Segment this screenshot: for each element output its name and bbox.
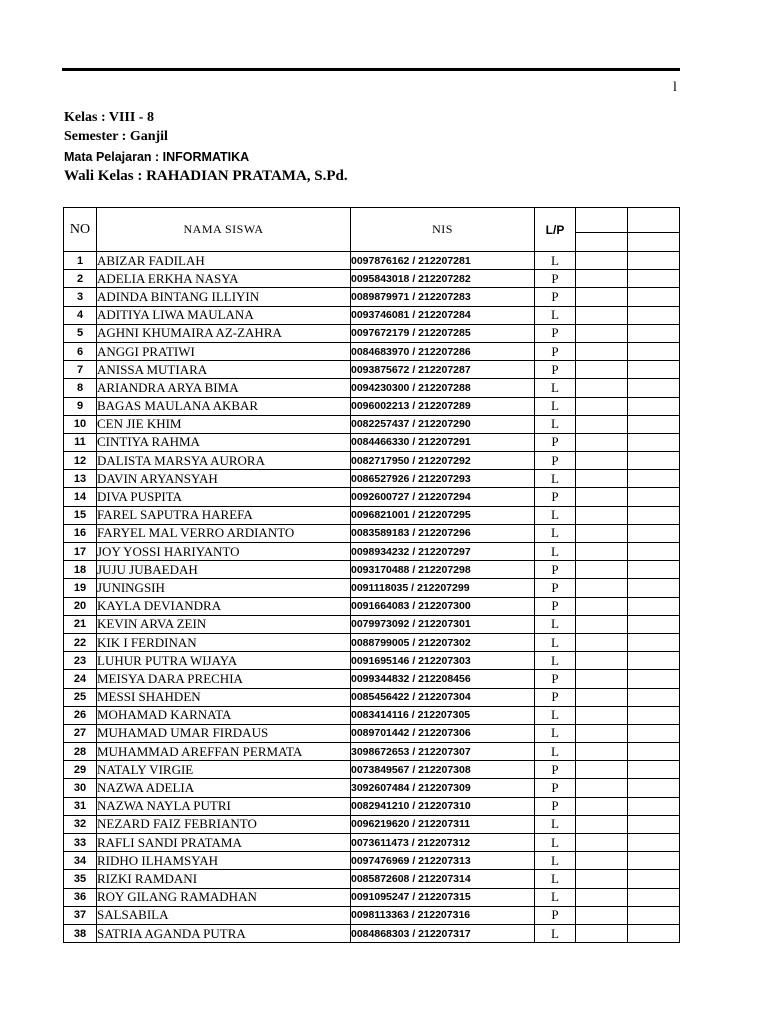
cell-empty (628, 761, 680, 779)
cell-no: 16 (64, 524, 97, 542)
cell-no: 2 (64, 270, 97, 288)
cell-empty (628, 543, 680, 561)
cell-lp: L (535, 506, 576, 524)
column-header-no: NO (64, 208, 97, 252)
table-row (64, 342, 680, 360)
cell-lp: P (535, 579, 576, 597)
cell-no: 21 (64, 615, 97, 633)
cell-empty (576, 470, 628, 488)
cell-nis: 0095843018 / 212207282 (351, 270, 535, 288)
cell-empty (628, 324, 680, 342)
cell-nis: 0098934232 / 212207297 (351, 543, 535, 561)
cell-nama: KAYLA DEVIANDRA (97, 597, 351, 615)
cell-empty (576, 834, 628, 852)
cell-empty (628, 834, 680, 852)
cell-nis: 0073849567 / 212207308 (351, 761, 535, 779)
cell-nama: JOY YOSSI HARIYANTO (97, 543, 351, 561)
wali-kelas (64, 168, 348, 185)
cell-empty (628, 397, 680, 415)
cell-lp: L (535, 397, 576, 415)
cell-lp: L (535, 306, 576, 324)
cell-empty (576, 543, 628, 561)
cell-nis: 0089879971 / 212207283 (351, 288, 535, 306)
table-row (64, 415, 680, 433)
cell-lp: L (535, 834, 576, 852)
corner-mark: l (673, 80, 677, 95)
cell-nis: 0091118035 / 212207299 (351, 579, 535, 597)
cell-empty (576, 688, 628, 706)
cell-nama: MESSI SHAHDEN (97, 688, 351, 706)
cell-empty (628, 342, 680, 360)
cell-nis: 0093875672 / 212207287 (351, 361, 535, 379)
table-row (64, 488, 680, 506)
cell-nama: ADITIYA LIWA MAULANA (97, 306, 351, 324)
cell-empty (628, 743, 680, 761)
cell-empty (576, 924, 628, 942)
cell-empty (576, 852, 628, 870)
student-table (63, 207, 680, 943)
cell-nis: 0086527926 / 212207293 (351, 470, 535, 488)
table-row (64, 288, 680, 306)
cell-empty (628, 452, 680, 470)
cell-nama: FARYEL MAL VERRO ARDIANTO (97, 524, 351, 542)
cell-empty (576, 561, 628, 579)
cell-nis: 0084466330 / 212207291 (351, 433, 535, 451)
cell-no: 23 (64, 652, 97, 670)
table-row (64, 361, 680, 379)
cell-empty (576, 706, 628, 724)
cell-empty (628, 633, 680, 651)
cell-nama: ARIANDRA ARYA BIMA (97, 379, 351, 397)
cell-no: 32 (64, 815, 97, 833)
cell-lp: L (535, 524, 576, 542)
cell-empty (628, 288, 680, 306)
cell-empty (576, 506, 628, 524)
cell-no: 6 (64, 342, 97, 360)
table-row (64, 779, 680, 797)
column-header-empty-2 (628, 208, 680, 252)
table-row (64, 870, 680, 888)
table-row (64, 743, 680, 761)
cell-nis: 0091095247 / 212207315 (351, 888, 535, 906)
cell-nama: AGHNI KHUMAIRA AZ-ZAHRA (97, 324, 351, 342)
cell-no: 34 (64, 852, 97, 870)
cell-nama: JUNINGSIH (97, 579, 351, 597)
cell-no: 30 (64, 779, 97, 797)
table-row (64, 834, 680, 852)
cell-nama: NAZWA ADELIA (97, 779, 351, 797)
cell-empty (576, 452, 628, 470)
table-row (64, 524, 680, 542)
column-header-nama: NAMA SISWA (97, 208, 351, 252)
cell-nis: 3092607484 / 212207309 (351, 779, 535, 797)
cell-lp: L (535, 415, 576, 433)
cell-nama: BAGAS MAULANA AKBAR (97, 397, 351, 415)
cell-nama: ADELIA ERKHA NASYA (97, 270, 351, 288)
cell-empty (576, 288, 628, 306)
cell-empty (576, 270, 628, 288)
table-row (64, 615, 680, 633)
cell-nama: MUHAMMAD AREFFAN PERMATA (97, 743, 351, 761)
table-row (64, 906, 680, 924)
cell-lp: P (535, 761, 576, 779)
cell-empty (628, 415, 680, 433)
cell-empty (628, 561, 680, 579)
table-row (64, 433, 680, 451)
cell-nama: ANISSA MUTIARA (97, 361, 351, 379)
cell-empty (576, 397, 628, 415)
cell-nis: 0085456422 / 212207304 (351, 688, 535, 706)
cell-no: 28 (64, 743, 97, 761)
cell-empty (628, 524, 680, 542)
table-row (64, 761, 680, 779)
cell-nama: RIDHO ILHAMSYAH (97, 852, 351, 870)
cell-nama: LUHUR PUTRA WIJAYA (97, 652, 351, 670)
cell-empty (628, 870, 680, 888)
cell-empty (628, 379, 680, 397)
cell-no: 31 (64, 797, 97, 815)
cell-empty (576, 670, 628, 688)
cell-nama: ANGGI PRATIWI (97, 342, 351, 360)
cell-no: 18 (64, 561, 97, 579)
cell-empty (576, 488, 628, 506)
cell-nis: 0093170488 / 212207298 (351, 561, 535, 579)
cell-nama: ROY GILANG RAMADHAN (97, 888, 351, 906)
cell-empty (576, 324, 628, 342)
cell-nama: NAZWA NAYLA PUTRI (97, 797, 351, 815)
cell-nis: 0082941210 / 212207310 (351, 797, 535, 815)
cell-nis: 0084683970 / 212207286 (351, 342, 535, 360)
cell-lp: L (535, 379, 576, 397)
table-row (64, 652, 680, 670)
cell-lp: L (535, 633, 576, 651)
cell-no: 5 (64, 324, 97, 342)
cell-lp: L (535, 652, 576, 670)
cell-lp: P (535, 270, 576, 288)
cell-nama: JUJU JUBAEDAH (97, 561, 351, 579)
cell-no: 13 (64, 470, 97, 488)
cell-nis: 0094230300 / 212207288 (351, 379, 535, 397)
table-row (64, 543, 680, 561)
cell-empty (576, 379, 628, 397)
cell-lp: P (535, 597, 576, 615)
cell-nis: 0092600727 / 212207294 (351, 488, 535, 506)
cell-empty (628, 852, 680, 870)
cell-nama: KEVIN ARVA ZEIN (97, 615, 351, 633)
table-row (64, 924, 680, 942)
table-row (64, 688, 680, 706)
cell-no: 8 (64, 379, 97, 397)
cell-empty (576, 652, 628, 670)
cell-nis: 0084868303 / 212207317 (351, 924, 535, 942)
cell-no: 4 (64, 306, 97, 324)
cell-empty (576, 779, 628, 797)
cell-empty (628, 906, 680, 924)
table-row (64, 270, 680, 288)
cell-empty (628, 252, 680, 270)
table-row (64, 324, 680, 342)
cell-empty (576, 870, 628, 888)
table-row (64, 379, 680, 397)
cell-no: 1 (64, 252, 97, 270)
cell-nama: DAVIN ARYANSYAH (97, 470, 351, 488)
table-row (64, 797, 680, 815)
kelas-label: Kelas : VIII - 8 (64, 110, 154, 125)
cell-nama: SATRIA AGANDA PUTRA (97, 924, 351, 942)
cell-lp: P (535, 433, 576, 451)
cell-no: 36 (64, 888, 97, 906)
cell-no: 35 (64, 870, 97, 888)
cell-empty (628, 670, 680, 688)
cell-empty (628, 306, 680, 324)
cell-empty (576, 743, 628, 761)
cell-empty (628, 506, 680, 524)
cell-nis: 0083589183 / 212207296 (351, 524, 535, 542)
cell-lp: L (535, 252, 576, 270)
cell-nama: NATALY VIRGIE (97, 761, 351, 779)
cell-nis: 0091695146 / 212207303 (351, 652, 535, 670)
cell-empty (628, 433, 680, 451)
cell-empty (628, 724, 680, 742)
cell-nis: 0082717950 / 212207292 (351, 452, 535, 470)
table-row (64, 815, 680, 833)
cell-empty (576, 415, 628, 433)
cell-nama: DIVA PUSPITA (97, 488, 351, 506)
cell-empty (628, 888, 680, 906)
cell-empty (628, 652, 680, 670)
table-row (64, 724, 680, 742)
cell-empty (628, 688, 680, 706)
cell-nama: MUHAMAD UMAR FIRDAUS (97, 724, 351, 742)
cell-empty (628, 270, 680, 288)
cell-nama: CINTIYA RAHMA (97, 433, 351, 451)
column-header-empty-1 (576, 208, 628, 252)
cell-no: 17 (64, 543, 97, 561)
table-row (64, 252, 680, 270)
cell-no: 27 (64, 724, 97, 742)
cell-nis: 0098113363 / 212207316 (351, 906, 535, 924)
column-header-nis: NIS (351, 208, 535, 252)
cell-empty (576, 361, 628, 379)
cell-empty (576, 306, 628, 324)
cell-lp: P (535, 361, 576, 379)
cell-no: 7 (64, 361, 97, 379)
cell-empty (628, 361, 680, 379)
cell-nis: 0091664083 / 212207300 (351, 597, 535, 615)
cell-empty (576, 342, 628, 360)
cell-nis: 0096219620 / 212207311 (351, 815, 535, 833)
cell-lp: P (535, 324, 576, 342)
cell-nama: NEZARD FAIZ FEBRIANTO (97, 815, 351, 833)
cell-nama: MEISYA DARA PRECHIA (97, 670, 351, 688)
cell-nis: 0083414116 / 212207305 (351, 706, 535, 724)
cell-empty (576, 633, 628, 651)
table-row (64, 597, 680, 615)
cell-lp: L (535, 743, 576, 761)
table-row (64, 888, 680, 906)
cell-lp: P (535, 670, 576, 688)
cell-empty (576, 252, 628, 270)
mapel-label: Mata Pelajaran : INFORMATIKA (64, 150, 250, 164)
cell-empty (628, 797, 680, 815)
cell-empty (576, 888, 628, 906)
cell-no: 22 (64, 633, 97, 651)
cell-empty (576, 815, 628, 833)
top-border-line (62, 68, 680, 71)
cell-empty (576, 579, 628, 597)
cell-lp: P (535, 342, 576, 360)
cell-no: 33 (64, 834, 97, 852)
cell-nama: DALISTA MARSYA AURORA (97, 452, 351, 470)
table-row (64, 706, 680, 724)
cell-empty (576, 906, 628, 924)
cell-nis: 0097876162 / 212207281 (351, 252, 535, 270)
table-row (64, 633, 680, 651)
cell-lp: L (535, 470, 576, 488)
cell-lp: L (535, 815, 576, 833)
cell-no: 12 (64, 452, 97, 470)
cell-nama: MOHAMAD KARNATA (97, 706, 351, 724)
table-row (64, 561, 680, 579)
cell-lp: L (535, 543, 576, 561)
cell-no: 10 (64, 415, 97, 433)
cell-empty (628, 597, 680, 615)
cell-empty (576, 524, 628, 542)
cell-nis: 0089701442 / 212207306 (351, 724, 535, 742)
cell-nama: SALSABILA (97, 906, 351, 924)
semester-label: Semester : Ganjil (64, 129, 168, 144)
cell-lp: P (535, 288, 576, 306)
cell-nis: 0096821001 / 212207295 (351, 506, 535, 524)
cell-lp: L (535, 888, 576, 906)
cell-nama: ADINDA BINTANG ILLIYIN (97, 288, 351, 306)
table-row (64, 506, 680, 524)
table-row (64, 306, 680, 324)
cell-nis: 0082257437 / 212207290 (351, 415, 535, 433)
table-row (64, 670, 680, 688)
cell-empty (628, 779, 680, 797)
cell-empty (628, 488, 680, 506)
cell-empty (576, 761, 628, 779)
cell-nis: 0097672179 / 212207285 (351, 324, 535, 342)
column-header-lp: L/P (535, 208, 576, 252)
table-row (64, 852, 680, 870)
cell-lp: L (535, 852, 576, 870)
table-row (64, 452, 680, 470)
cell-lp: L (535, 870, 576, 888)
cell-empty (576, 597, 628, 615)
cell-nis: 0093746081 / 212207284 (351, 306, 535, 324)
cell-nis: 0085872608 / 212207314 (351, 870, 535, 888)
cell-empty (628, 924, 680, 942)
cell-empty (628, 706, 680, 724)
cell-nis: 0088799005 / 212207302 (351, 633, 535, 651)
cell-empty (628, 470, 680, 488)
cell-no: 26 (64, 706, 97, 724)
cell-no: 38 (64, 924, 97, 942)
cell-no: 37 (64, 906, 97, 924)
cell-empty (628, 615, 680, 633)
cell-nama: CEN JIE KHIM (97, 415, 351, 433)
cell-lp: L (535, 724, 576, 742)
cell-nis: 0097476969 / 212207313 (351, 852, 535, 870)
table-row (64, 397, 680, 415)
cell-lp: L (535, 706, 576, 724)
cell-lp: P (535, 779, 576, 797)
cell-no: 29 (64, 761, 97, 779)
cell-empty (576, 724, 628, 742)
cell-empty (576, 615, 628, 633)
table-row (64, 470, 680, 488)
cell-no: 14 (64, 488, 97, 506)
cell-lp: P (535, 488, 576, 506)
cell-lp: P (535, 452, 576, 470)
cell-empty (576, 433, 628, 451)
cell-empty (576, 797, 628, 815)
wali-kelas-name: RAHADIAN PRATAMA, S.Pd. (146, 168, 348, 184)
cell-lp: P (535, 797, 576, 815)
cell-nis: 0073611473 / 212207312 (351, 834, 535, 852)
cell-no: 20 (64, 597, 97, 615)
cell-no: 15 (64, 506, 97, 524)
cell-lp: P (535, 561, 576, 579)
cell-nama: RAFLI SANDI PRATAMA (97, 834, 351, 852)
cell-lp: P (535, 906, 576, 924)
cell-nis: 0099344832 / 212208456 (351, 670, 535, 688)
cell-nis: 3098672653 / 212207307 (351, 743, 535, 761)
cell-no: 19 (64, 579, 97, 597)
cell-lp: L (535, 615, 576, 633)
cell-nis: 0079973092 / 212207301 (351, 615, 535, 633)
cell-lp: L (535, 924, 576, 942)
wali-kelas-prefix: Wali Kelas : (64, 168, 147, 184)
table-header-row (64, 208, 680, 252)
cell-no: 3 (64, 288, 97, 306)
cell-no: 25 (64, 688, 97, 706)
cell-no: 24 (64, 670, 97, 688)
table-row (64, 579, 680, 597)
cell-nis: 0096002213 / 212207289 (351, 397, 535, 415)
cell-nama: KIK I FERDINAN (97, 633, 351, 651)
cell-nama: RIZKI RAMDANI (97, 870, 351, 888)
cell-nama: ABIZAR FADILAH (97, 252, 351, 270)
cell-empty (628, 579, 680, 597)
cell-nama: FAREL SAPUTRA HAREFA (97, 506, 351, 524)
cell-no: 11 (64, 433, 97, 451)
cell-lp: P (535, 688, 576, 706)
cell-no: 9 (64, 397, 97, 415)
cell-empty (628, 815, 680, 833)
